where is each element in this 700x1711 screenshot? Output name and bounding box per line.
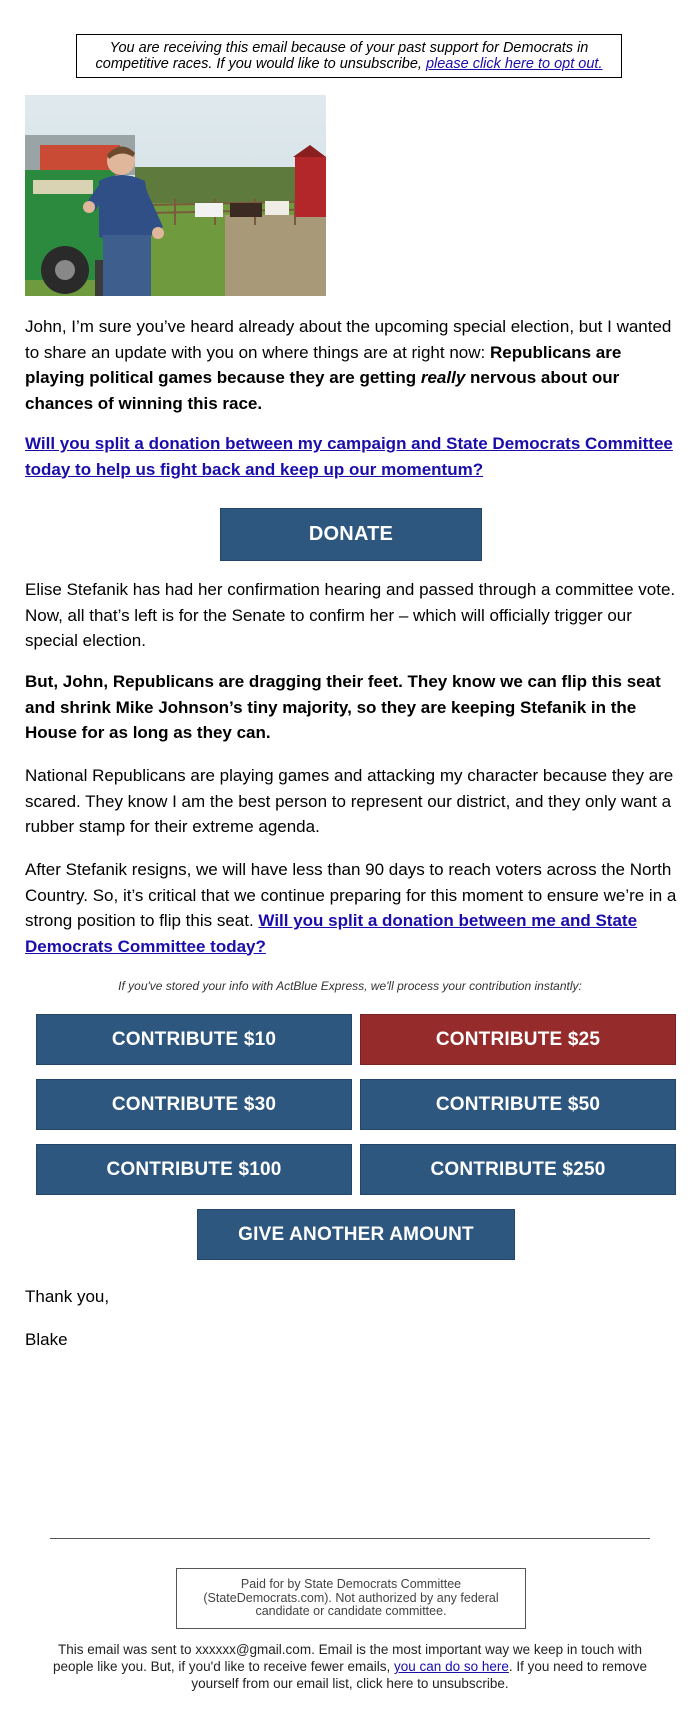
donation-ask-link[interactable]: Will you split a donation between my campaign and State Democrats Committee today to help us fight back and keep up our momentum? (25, 434, 673, 479)
intro-paragraph (25, 314, 680, 416)
resign-text: After Stefanik resigns, we will have less than 90 days to reach voters across the North Country. So, it’s critical that we continue preparing for this moment to ensure we’re in a strong position to flip this seat. (25, 860, 677, 930)
footer-text (40, 1641, 660, 1692)
signature: Blake (25, 1330, 68, 1349)
contribute-30-button[interactable]: CONTRIBUTE $30 (36, 1079, 352, 1130)
contribute-25-button[interactable]: CONTRIBUTE $25 (360, 1014, 676, 1065)
give-another-amount-button[interactable]: GIVE ANOTHER AMOUNT (197, 1209, 515, 1260)
sent-mid: . Email is the most important way we keep in touch with people like you. But, if you'd like to receive fewer emails, (53, 1642, 642, 1674)
resign-paragraph (25, 857, 680, 959)
sent-suffix: . If you need to remove yourself from our email list, click here to unsubscribe. (191, 1659, 647, 1691)
contribute-100-button[interactable]: CONTRIBUTE $100 (36, 1144, 352, 1195)
ask-paragraph-1 (25, 431, 680, 482)
split-donation-link[interactable]: Will you split a donation between me and State Democrats Committee today? (25, 911, 638, 956)
recipient-email: xxxxxx@gmail.com (195, 1642, 312, 1657)
republicans-paragraph: But, John, Republicans are dragging their feet. They know we can flip this seat and shrink Mike Johnson’s tiny majority, so they are keeping Stefanik in the House for as long as they can. (25, 672, 661, 742)
intro-bold-a: Republicans are playing political games because they are getting (25, 342, 622, 387)
donate-button[interactable]: DONATE (220, 508, 482, 561)
notice-text: You are receiving this email because of your past support for Democrats in competitive races. If you would like to unsubscribe, (95, 40, 589, 72)
intro-bold-b: nervous about our chances of winning this race. (25, 368, 620, 413)
closing-text: Thank you, (25, 1287, 110, 1306)
attacks-paragraph: National Republicans are playing games and attacking my character because they are scared. They know I am the best person to represent our district, and they only want a rubber stamp for their extreme agenda. (25, 766, 674, 836)
contribute-50-button[interactable]: CONTRIBUTE $50 (360, 1079, 676, 1130)
fewer-emails-link[interactable]: you can do so here (394, 1659, 509, 1674)
confirmation-paragraph: Elise Stefanik has had her confirmation hearing and passed through a committee vote. Now, all that’s left is for the Senate to confirm her – which will officially trigger our special election. (25, 580, 676, 650)
footer-divider (50, 1538, 650, 1539)
contribute-250-button[interactable]: CONTRIBUTE $250 (360, 1144, 676, 1195)
actblue-express-note: If you've stored your info with ActBlue Express, we'll process your contribution instantly: (118, 979, 582, 993)
intro-text: John, I’m sure you’ve heard already about the upcoming special election, but I wanted to share an update with you on where things are at right now: (25, 317, 672, 362)
paid-for-disclaimer: Paid for by State Democrats Committee (StateDemocrats.com). Not authorized by any federal candidate or candidate committee. (176, 1568, 526, 1629)
opt-out-link[interactable]: please click here to opt out. (425, 56, 603, 72)
unsubscribe-notice (76, 34, 622, 78)
intro-bold-italic: really (420, 368, 466, 387)
farm-photo-illustration (25, 95, 326, 296)
contribute-10-button[interactable]: CONTRIBUTE $10 (36, 1014, 352, 1065)
hero-photo (25, 95, 326, 296)
sent-prefix: This email was sent to (58, 1642, 192, 1657)
